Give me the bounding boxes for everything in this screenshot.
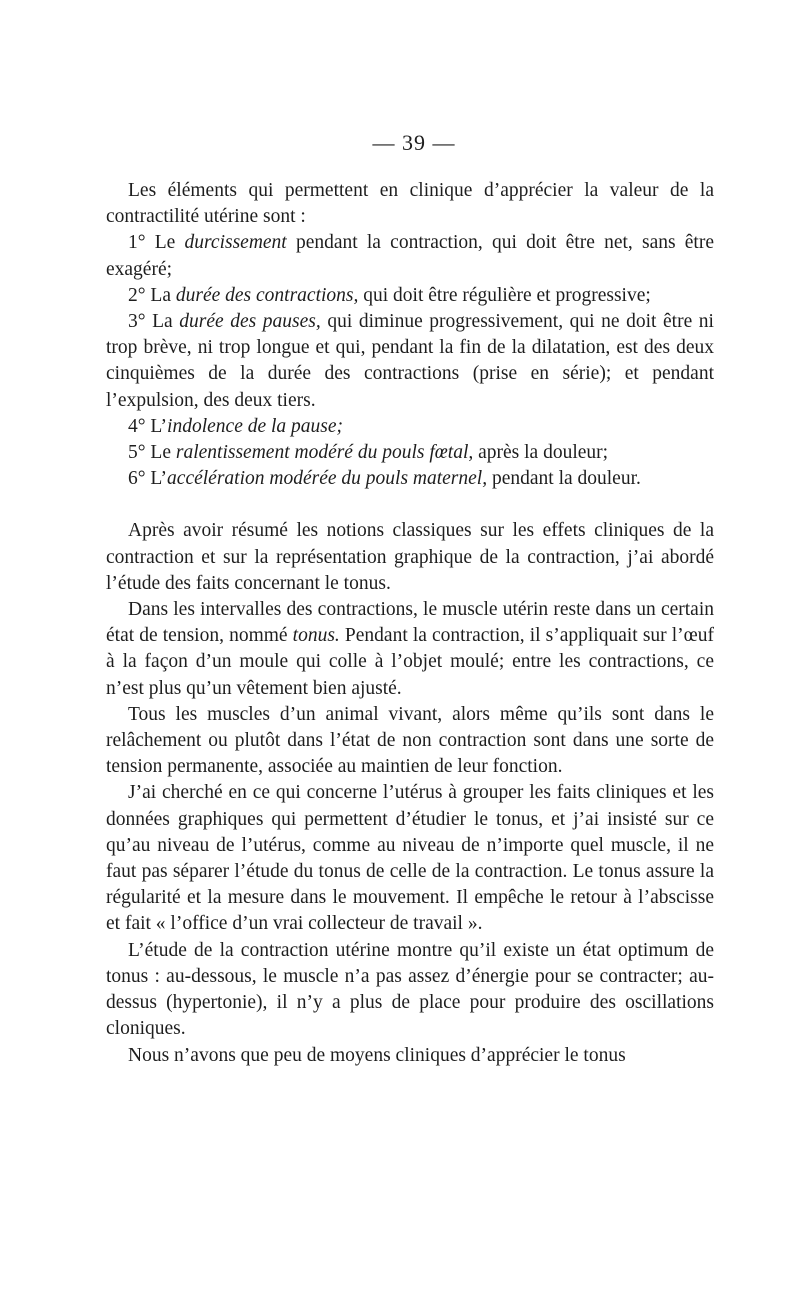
list-item-3: 3° La durée des pauses, qui diminue progressivement, qui ne doit être ni trop brève, ni trop longue et qui, pendant la fin de la dilatation, est des deux cinquièmes de la durée des contractions (prise en série); et pendant l’expulsion, des deux tiers. xyxy=(106,311,714,411)
body-text xyxy=(106,178,714,1069)
list-item-2: 2° La durée des contractions, qui doit être régulière et progressive; xyxy=(128,284,651,306)
paragraph-5: L’étude de la contraction utérine montre qu’il existe un état optimum de tonus : au-dessous, le muscle n’a pas assez d’énergie pour se contracter; au-dessus (hypertonie), il n’y a plus de place pour produire des oscillations cloniques. xyxy=(106,939,714,1040)
paragraph-4: J’ai cherché en ce qui concerne l’utérus à grouper les faits cliniques et les données graphiques qui permettent d’étudier le tonus, et j’ai insisté sur ce qu’au niveau de l’utérus, comme au niveau de n’importe quel muscle, il ne faut pas séparer l’étude du tonus de celle de la contraction. Le tonus assure la régularité et la mesure dans le mouvement. Il empêche le retour à l’abscisse et fait « l’office d’un vrai collecteur de travail ». xyxy=(106,782,714,935)
list-item-4: 4° L’indolence de la pause; xyxy=(128,415,344,437)
page-number: — 39 — xyxy=(372,130,456,155)
intro-paragraph: Les éléments qui permettent en clinique d’apprécier la valeur de la contractilité utérine sont : xyxy=(106,180,714,228)
paragraph-3: Tous les muscles d’un animal vivant, alors même qu’ils sont dans le relâchement ou plutôt dans l’état de non contraction sont dans une sorte de tension permanente, associée au maintien de leur fonction. xyxy=(106,703,714,778)
list-item-6: 6° L’accélération modérée du pouls maternel, pendant la douleur. xyxy=(128,468,641,490)
list-item-1: 1° Le durcissement pendant la contraction, qui doit être net, sans être exagéré; xyxy=(106,232,714,280)
paragraph-1: Après avoir résumé les notions classiques sur les effets cliniques de la contraction et sur la représentation graphique de la contraction, j’ai abordé l’étude des faits concernant le tonus. xyxy=(106,520,714,594)
section-gap xyxy=(106,492,714,518)
paragraph-6: Nous n’avons que peu de moyens cliniques d’apprécier le tonus xyxy=(128,1044,626,1066)
paragraph-2: Dans les intervalles des contractions, le muscle utérin reste dans un certain état de tension, nommé tonus. Pendant la contraction, il s’appliquait sur l’œuf à la façon d’un moule qui colle à l’objet moulé; entre les contractions, ce n’est plus qu’un vêtement bien ajusté. xyxy=(106,599,714,699)
list-item-5: 5° Le ralentissement modéré du pouls fœtal, après la douleur; xyxy=(128,442,609,464)
